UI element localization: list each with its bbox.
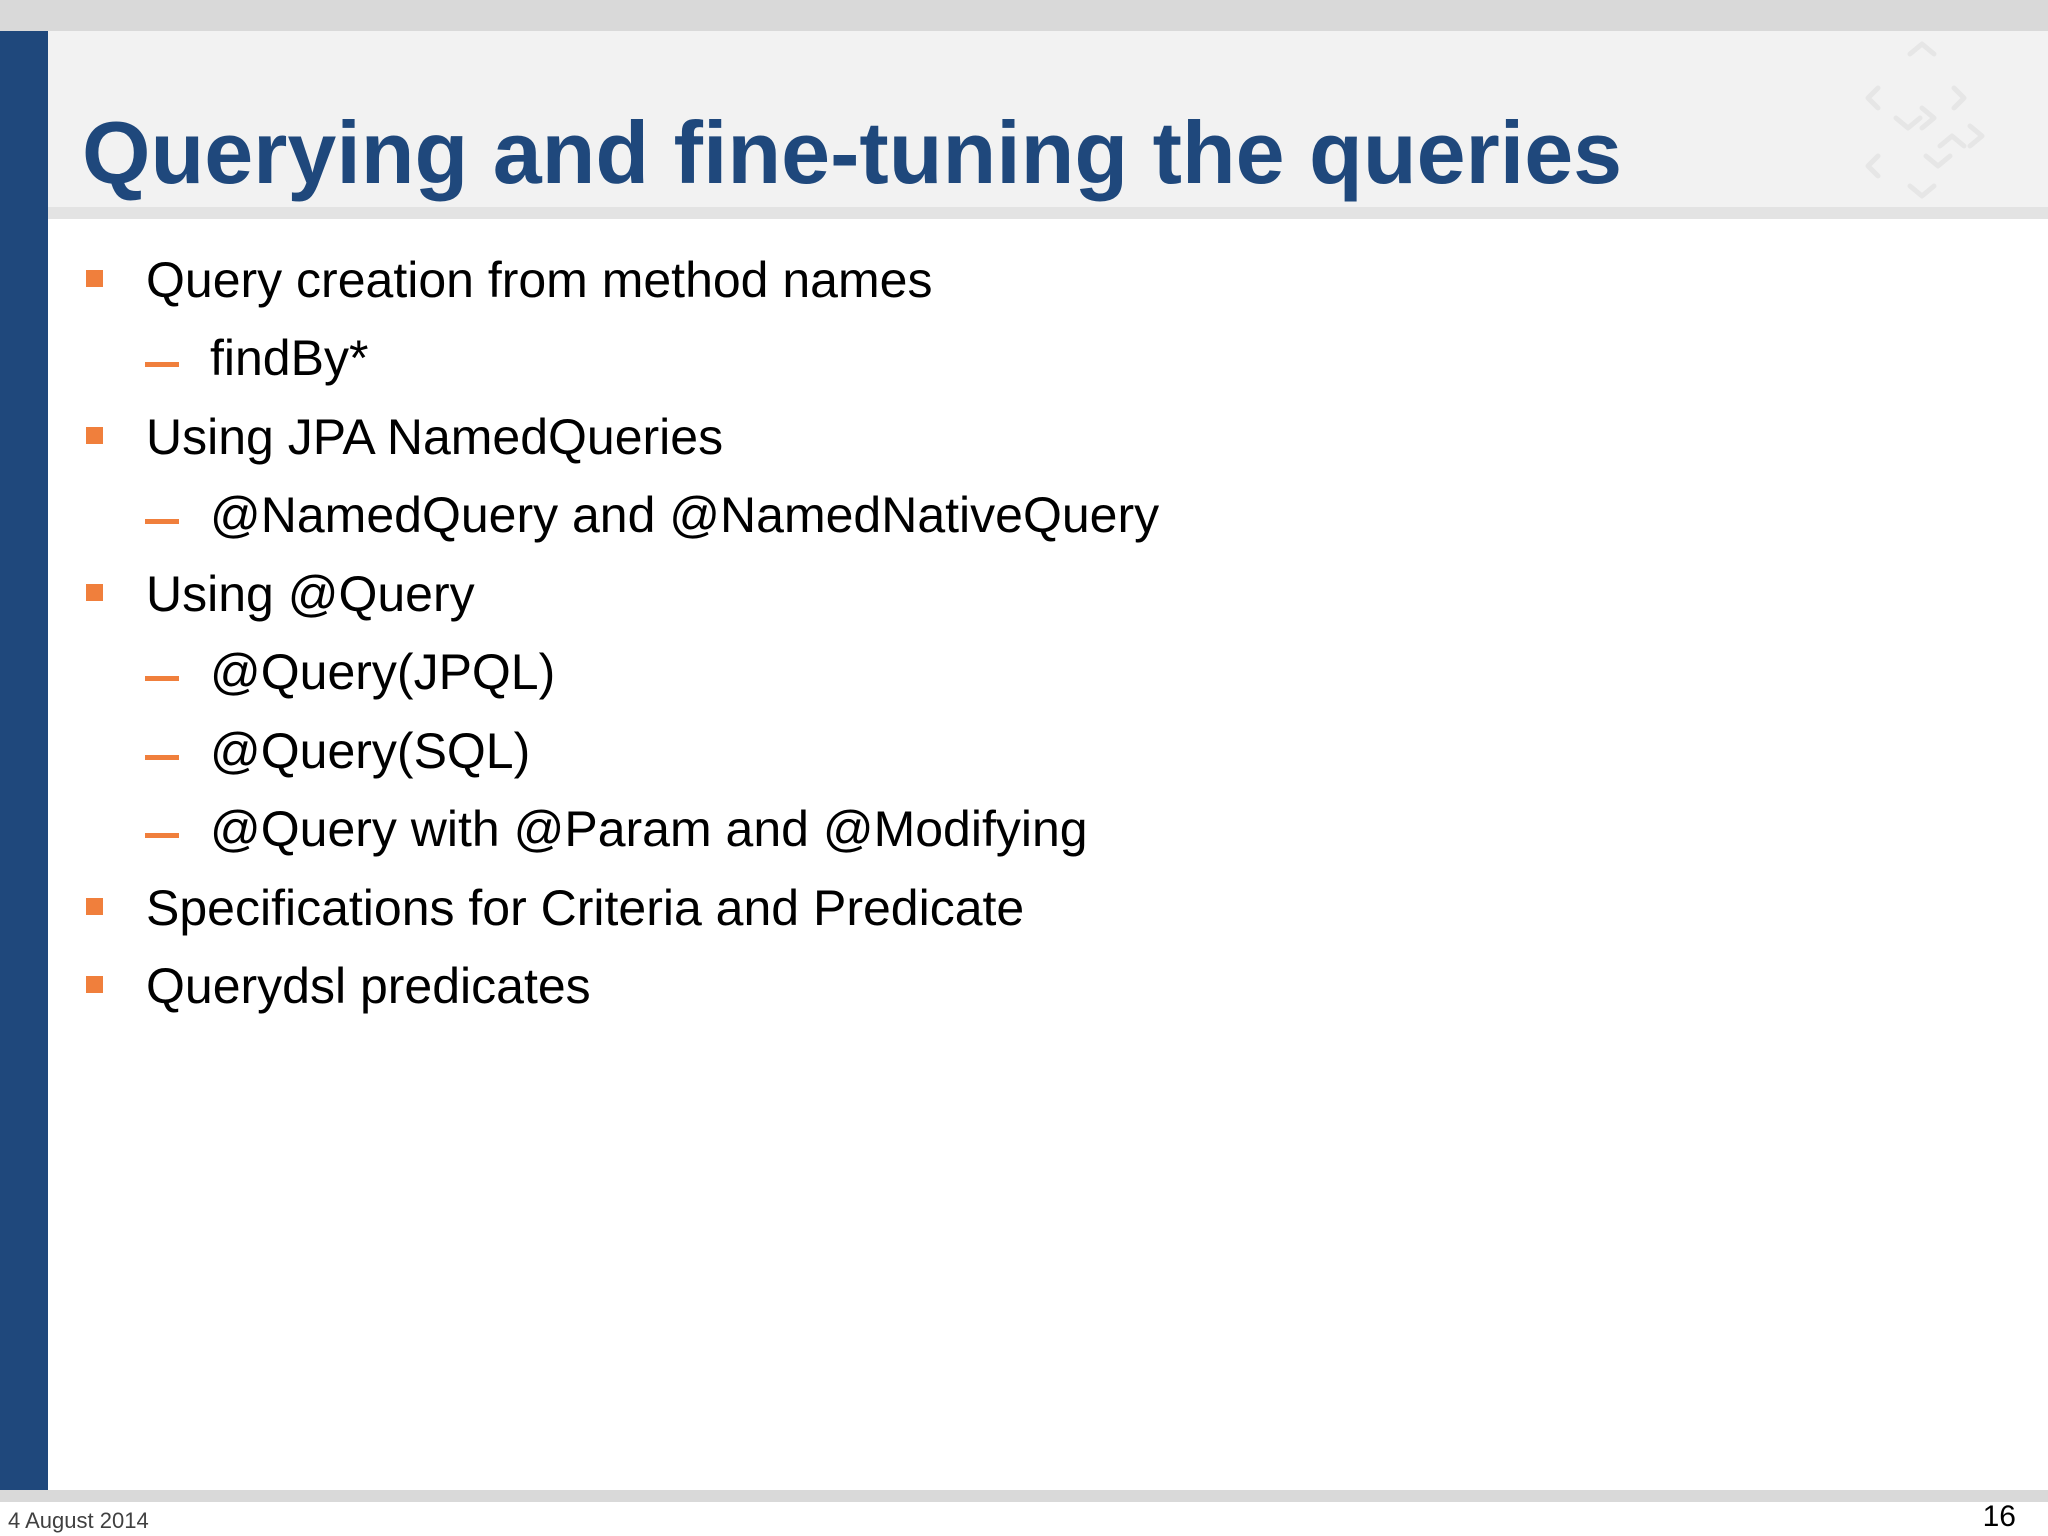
dash-bullet-icon <box>145 676 179 681</box>
list-item-text: Query creation from method names <box>146 252 933 308</box>
list-item-text: @Query with @Param and @Modifying <box>210 801 1088 857</box>
slide-title: Querying and fine-tuning the queries <box>82 103 1623 202</box>
list-item-text: Querydsl predicates <box>146 958 591 1014</box>
list-item-text: Using @Query <box>146 566 475 622</box>
square-bullet-icon <box>86 270 103 287</box>
list-item-text: @Query(JPQL) <box>210 644 556 700</box>
dash-bullet-icon <box>145 362 179 367</box>
square-bullet-icon <box>86 584 103 601</box>
square-bullet-icon <box>86 427 103 444</box>
list-item-text: findBy* <box>210 330 369 386</box>
list-item-text: @Query(SQL) <box>210 723 531 779</box>
page-number: 16 <box>1982 1500 2016 1533</box>
list-item-text: @NamedQuery and @NamedNativeQuery <box>210 487 1160 543</box>
dash-bullet-icon <box>145 519 179 524</box>
dash-bullet-icon <box>145 755 179 760</box>
square-bullet-icon <box>86 976 103 993</box>
square-bullet-icon <box>86 898 103 915</box>
footer-date: 4 August 2014 <box>8 1508 149 1533</box>
list-item-text: Specifications for Criteria and Predicate <box>146 880 1025 936</box>
list-item-text: Using JPA NamedQueries <box>146 409 724 465</box>
dash-bullet-icon <box>145 833 179 838</box>
footer-strip <box>0 1490 2048 1502</box>
